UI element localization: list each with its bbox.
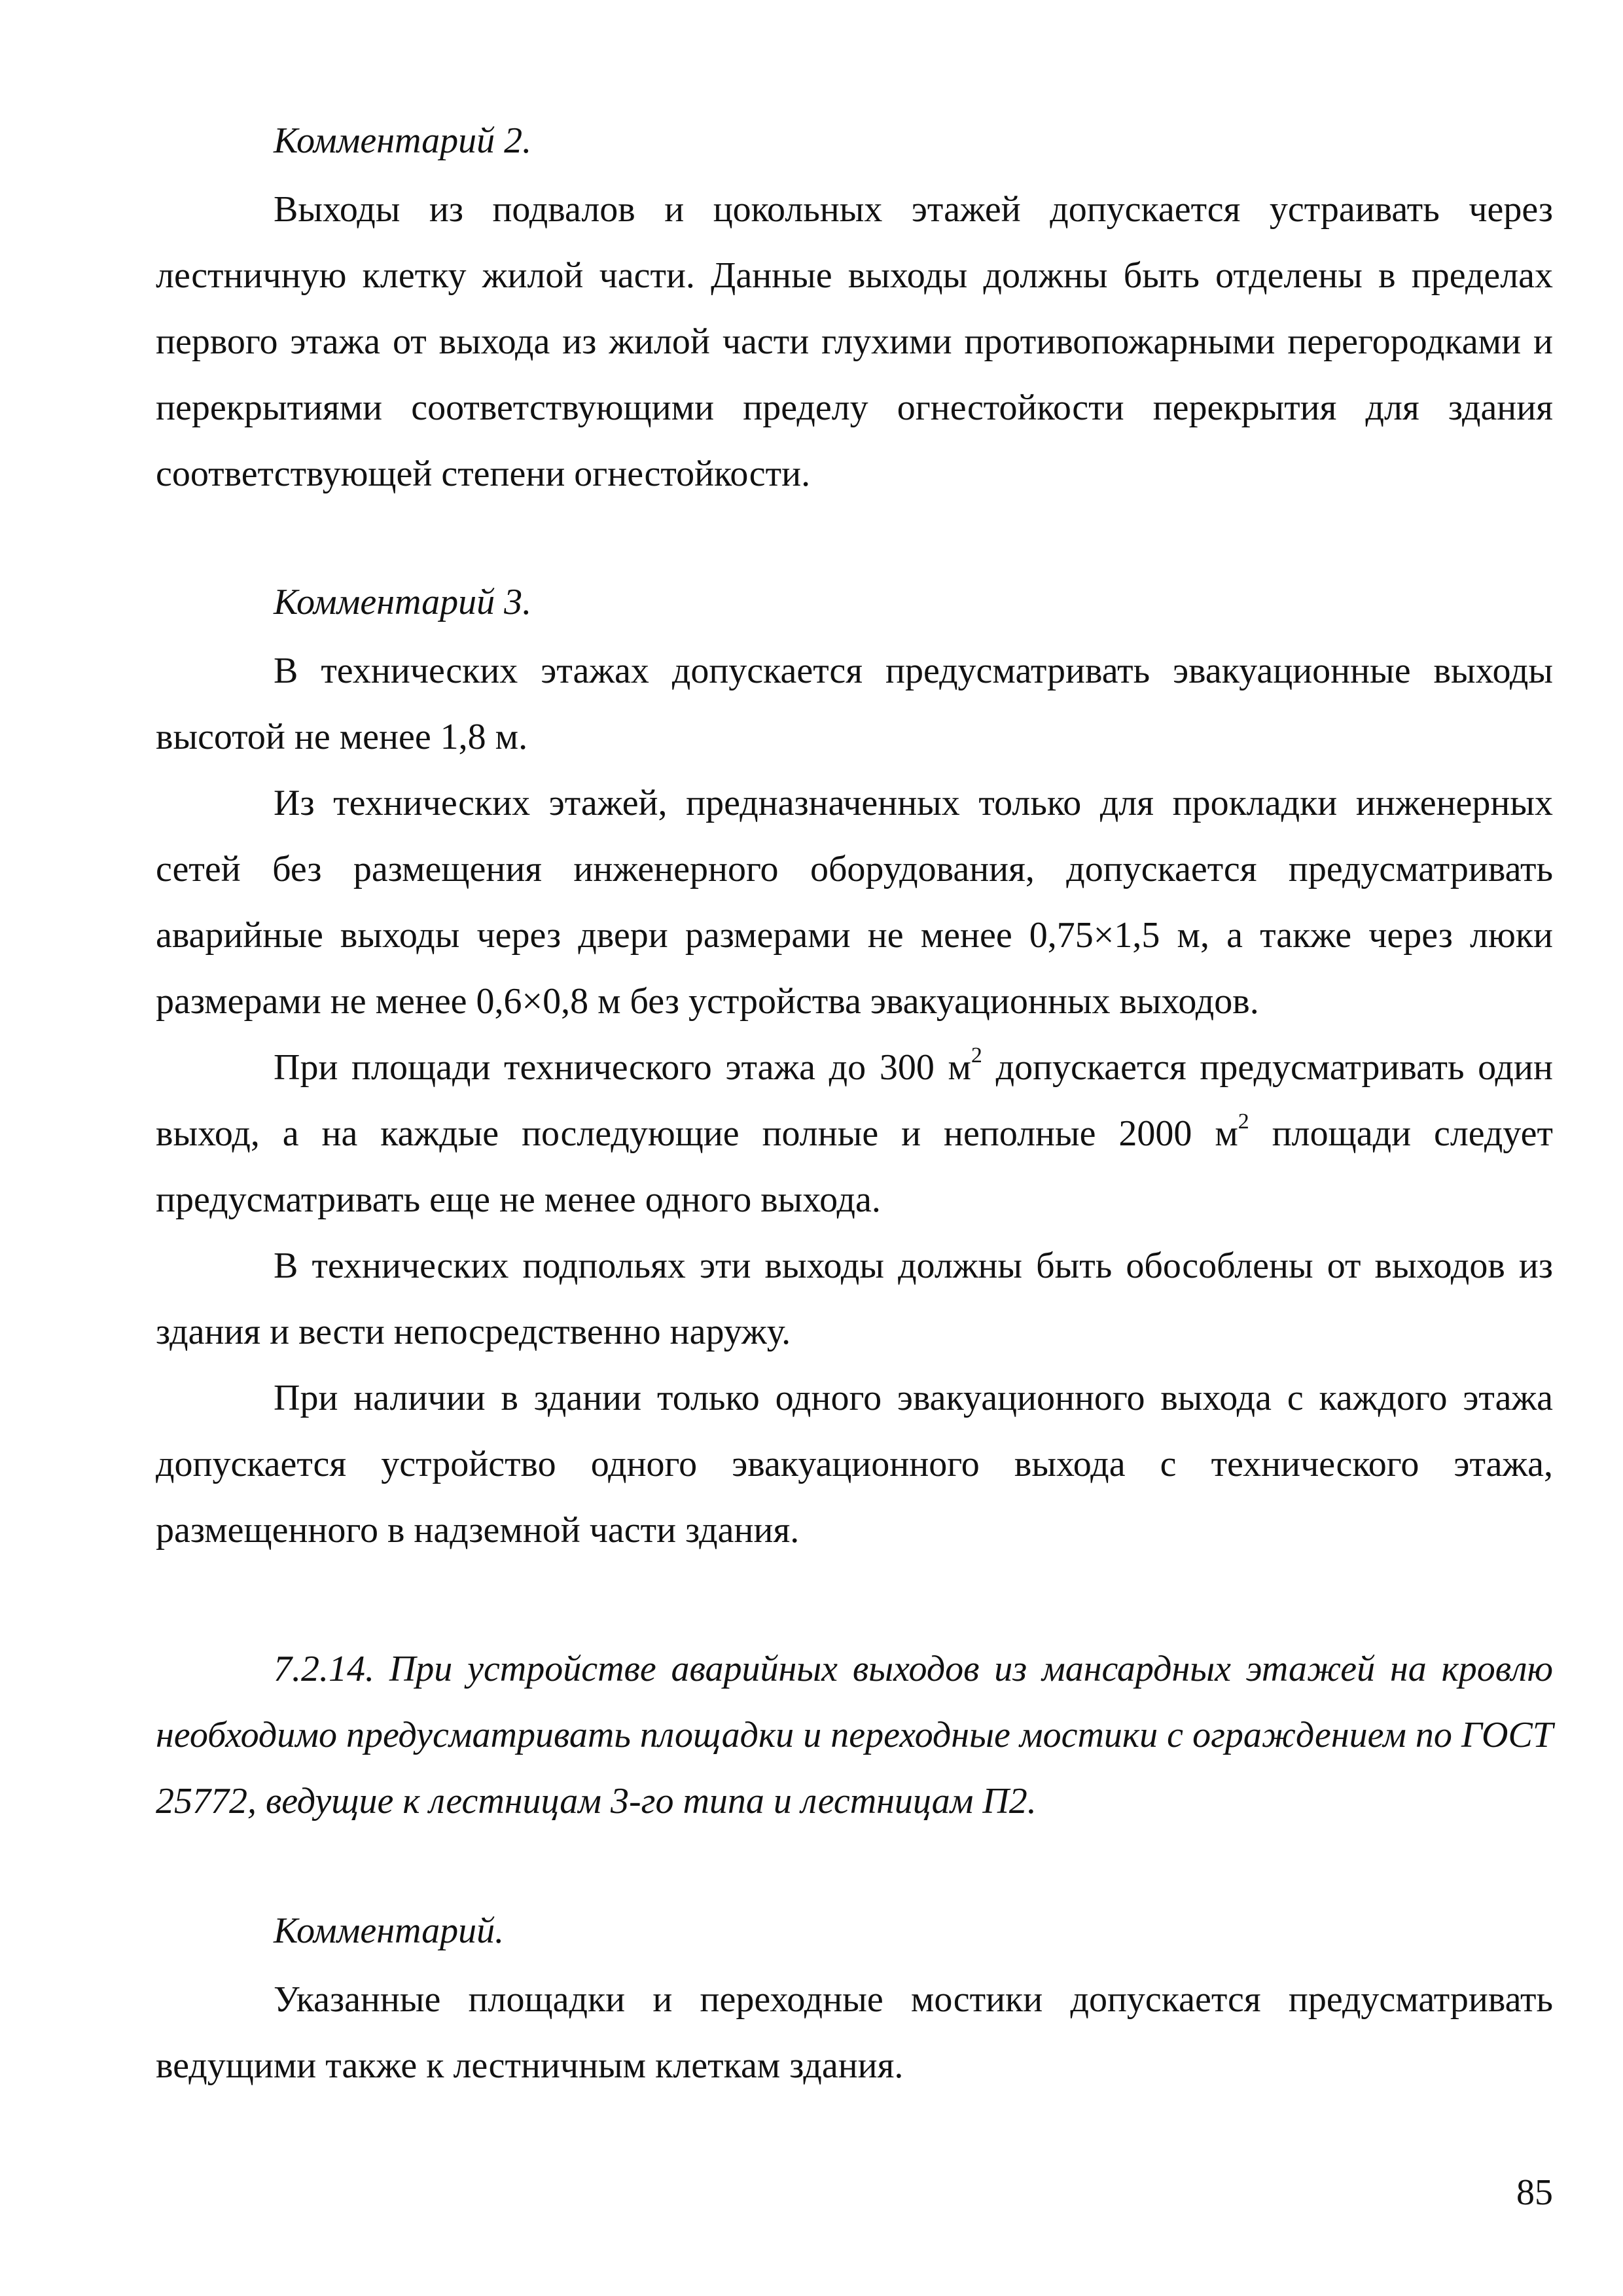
comment-3-body: [156, 638, 1553, 1564]
paragraph-3-part-3: площади следует предусматривать еще не менее одного выхода.: [156, 1113, 1553, 1220]
comment-3-heading: Комментарий 3.: [274, 582, 532, 622]
page-number: 85: [1516, 2172, 1553, 2213]
comment-3-paragraph-5: При наличии в здании только одного эвакуационного выхода с каждого этажа допускается устройство одного эвакуационного выхода с технического этажа, размещенного в надземной части здания.: [156, 1378, 1553, 1551]
final-comment-body: [156, 1967, 1553, 2099]
final-comment-heading: Комментарий.: [274, 1910, 505, 1951]
comment-2-heading: Комментарий 2.: [274, 120, 532, 161]
clause-7-2-14-text: 7.2.14. При устройстве аварийных выходов из мансардных этажей на кровлю необходимо предусматривать площадки и переходные мостики с ограждением по ГОСТ 25772, ведущие к лестницам 3-го типа и лестницам П2.: [156, 1649, 1553, 1821]
clause-7-2-14: [156, 1636, 1553, 1835]
paragraph-3-part-1: При площади технического этажа до 300 м: [274, 1047, 971, 1088]
final-comment-paragraph: Указанные площадки и переходные мостики допускается предусматривать ведущими также к лестничным клеткам здания.: [156, 1979, 1553, 2086]
comment-2-body: [156, 177, 1553, 507]
comment-2-paragraph: Выходы из подвалов и цокольных этажей допускается устраивать через лестничную клетку жилой части. Данные выходы должны быть отделены в пределах первого этажа от выхода из жилой части глухими противопожарными перегородками и перекрытиями соответствующими пределу огнестойкости перекрытия для здания соответствующей степени огнестойкости.: [156, 189, 1553, 494]
square-meter-superscript: 2: [971, 1043, 982, 1068]
paragraph-3-part-2: допускается предусматривать один выход, а на каждые последующие полные и неполные 2000 м: [156, 1047, 1553, 1154]
square-meter-superscript: 2: [1238, 1109, 1249, 1134]
comment-3-paragraph-2: Из технических этажей, предназначенных только для прокладки инженерных сетей без размещения инженерного оборудования, допускается предусматривать аварийные выходы через двери размерами не менее 0,75×1,5 м, а также через люки размерами не менее 0,6×0,8 м без устройства эвакуационных выходов.: [156, 783, 1553, 1022]
comment-3-paragraph-1: В технических этажах допускается предусматривать эвакуационные выходы высотой не менее 1,8 м.: [156, 651, 1553, 757]
comment-3-paragraph-4: В технических подпольях эти выходы должны быть обособлены от выходов из здания и вести непосредственно наружу.: [156, 1246, 1553, 1352]
comment-3-paragraph-3: [156, 1035, 1553, 1233]
